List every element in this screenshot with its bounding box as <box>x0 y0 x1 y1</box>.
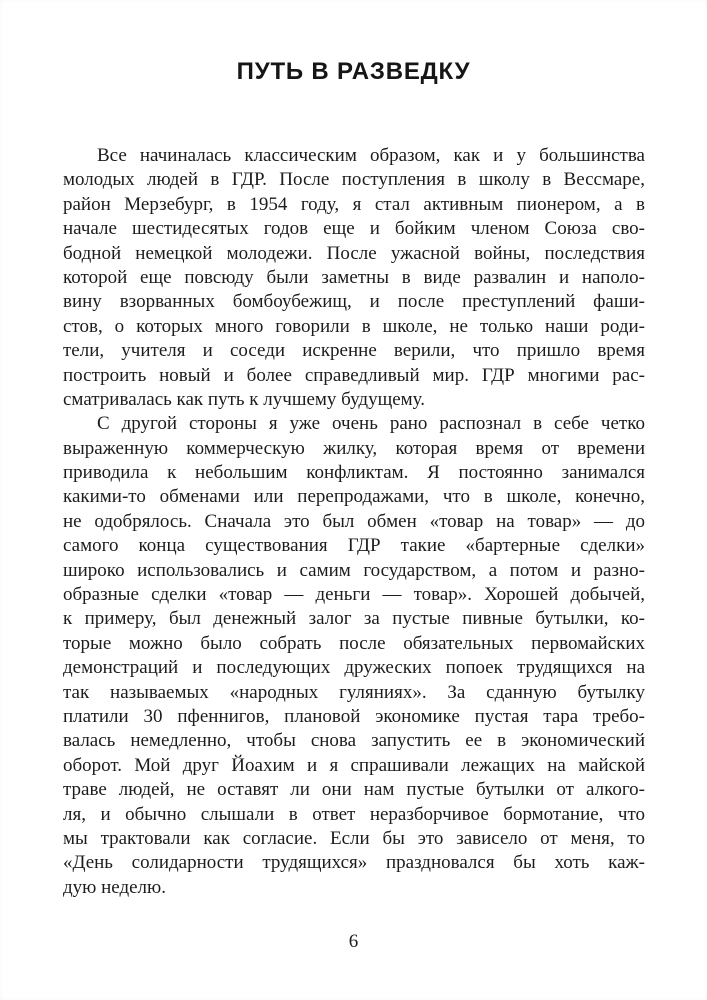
text-line: самого конца существования ГДР такие «бартерные сделки» <box>63 535 645 557</box>
text-line: начале шестидесятых годов еще и бойким членом Союза сво- <box>63 218 645 240</box>
text-line: торые можно было собрать после обязательных первомайских <box>63 632 645 654</box>
text-line: сматривалась как путь к лучшему будущему. <box>63 388 426 410</box>
text-line: выраженную коммерческую жилку, которая время от времени <box>63 437 645 459</box>
text-line: валась немедленно, чтобы снова запустить ее в экономический <box>63 730 645 752</box>
text-line: вину взорванных бомбоубежищ, и после преступлений фаши- <box>63 291 645 313</box>
text-line: широко использовались и самим государством, а потом и разно- <box>63 559 645 581</box>
text-line: построить новый и более справедливый мир. ГДР многими рас- <box>63 364 645 386</box>
text-line: к примеру, был денежный залог за пустые пивные бутылки, ко- <box>63 608 645 630</box>
text-line: траве людей, не оставят ли они нам пустые бутылки от алкого- <box>63 779 645 801</box>
text-line: платили 30 пфеннигов, плановой экономике пустая тара требо- <box>63 705 645 727</box>
text-line: тели, учителя и соседи искренне верили, что пришло время <box>63 340 645 362</box>
text-line: которой еще повсюду были заметны в виде развалин и наполо- <box>63 266 645 288</box>
text-line: мы трактовали как согласие. Если бы это зависело от меня, то <box>63 827 645 849</box>
text-line: дую неделю. <box>63 876 166 898</box>
text-line: так называемых «народных гуляниях». За сданную бутылку <box>63 681 645 703</box>
text-line: С другой стороны я уже очень рано распознал в себе четко <box>97 413 645 435</box>
page-number: 6 <box>348 931 359 952</box>
text-line: «День солидарности трудящихся» праздновался бы хоть каж- <box>63 852 645 874</box>
text-line: какими-то обменами или перепродажами, что в школе, конечно, <box>63 486 645 508</box>
body-text <box>63 144 645 900</box>
text-line: образные сделки «товар — деньги — товар». Хорошей добычей, <box>63 584 645 606</box>
chapter-title: ПУТЬ В РАЗВЕДКУ <box>236 58 471 85</box>
text-line: оборот. Мой друг Йоахим и я спрашивали лежащих на майской <box>63 754 645 776</box>
text-line: демонстраций и последующих дружеских попоек трудящихся на <box>63 657 645 679</box>
text-line: приводила к небольшим конфликтам. Я постоянно занимался <box>63 462 645 484</box>
text-line: район Мерзебург, в 1954 году, я стал активным пионером, а в <box>63 193 645 215</box>
text-line: Все начиналась классическим образом, как и у большинства <box>97 145 645 166</box>
text-line: молодых людей в ГДР. После поступления в школу в Вессмаре, <box>63 169 645 191</box>
text-line: стов, о которых много говорили в школе, не только наши роди- <box>63 315 645 337</box>
text-line: не одобрялось. Сначала это был обмен «товар на товар» — до <box>63 510 645 532</box>
text-line: ля, и обычно слышали в ответ неразборчивое бормотание, что <box>63 803 645 825</box>
text-line: бодной немецкой молодежи. После ужасной войны, последствия <box>63 242 645 264</box>
